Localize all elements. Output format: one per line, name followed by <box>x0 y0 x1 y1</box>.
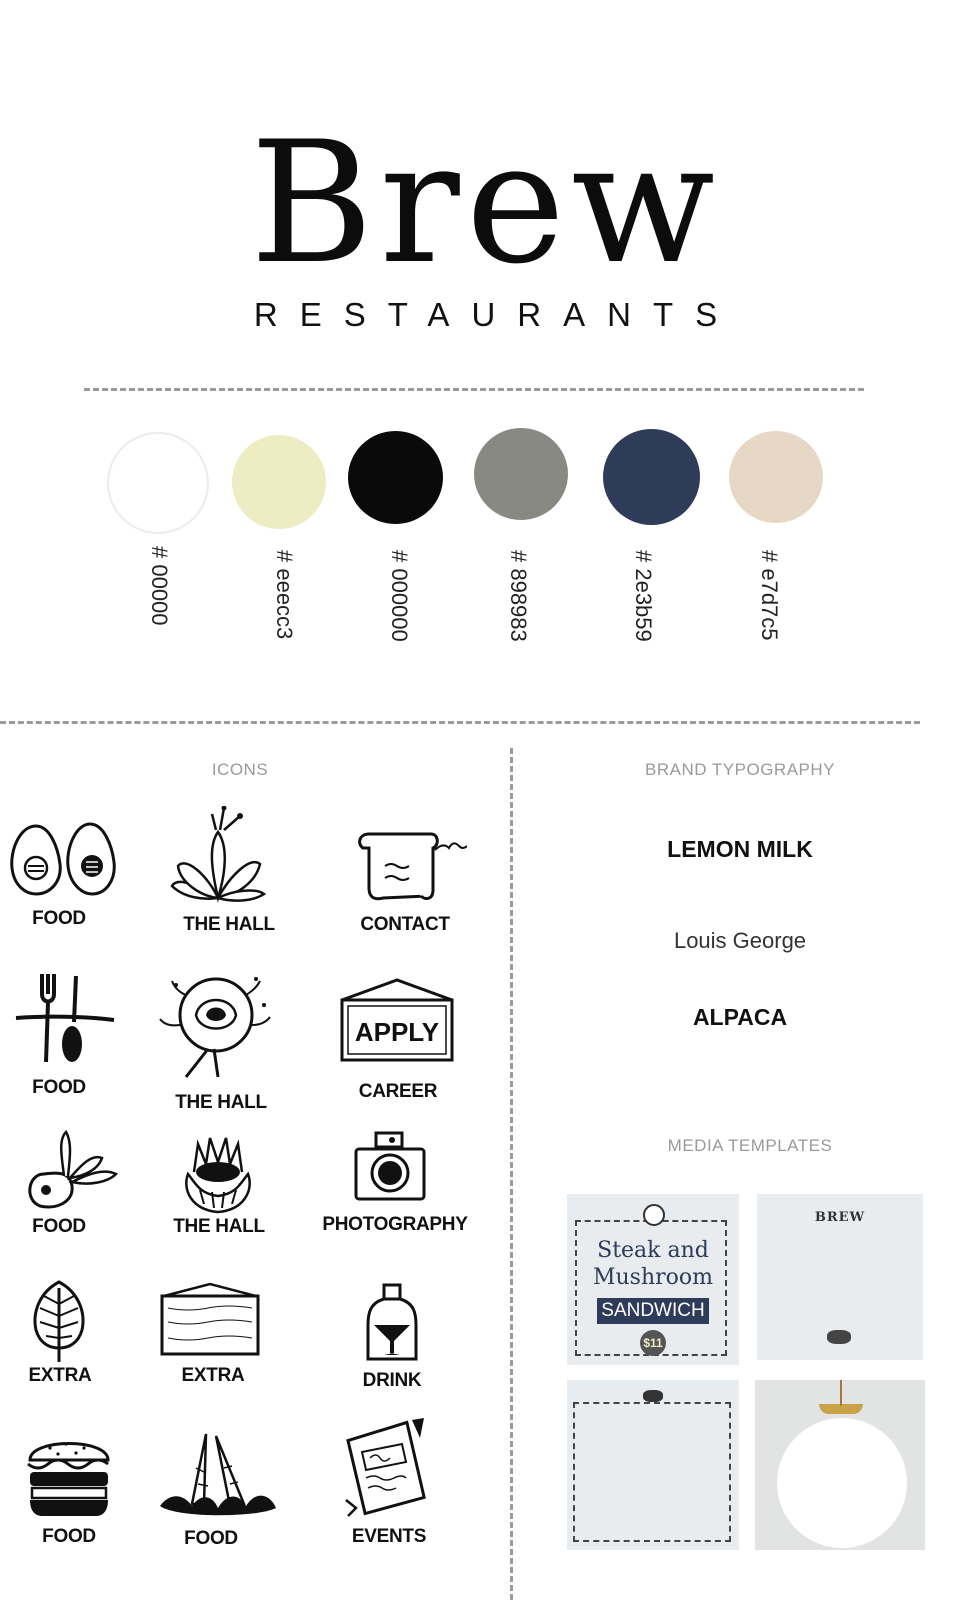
divider-vertical <box>510 748 513 1600</box>
icon-label: CONTACT <box>360 914 450 935</box>
template-circle-frame <box>777 1418 907 1548</box>
color-swatch <box>474 428 568 520</box>
magnolia-icon <box>168 806 268 906</box>
divider-top <box>84 388 864 391</box>
icon-label: THE HALL <box>175 1092 267 1113</box>
leaf-icon <box>30 1280 88 1364</box>
icon-label: EVENTS <box>351 1526 427 1547</box>
template-logo: BREW <box>814 1210 866 1225</box>
protea-icon <box>178 1134 258 1214</box>
hex-label: # 2e3b59 <box>631 550 656 642</box>
media-template-border <box>567 1380 739 1550</box>
hex-label: # eeecc3 <box>272 550 297 640</box>
parsnip-icon <box>156 1428 280 1518</box>
wood-sign-icon <box>160 1282 260 1358</box>
beet-icon <box>22 1128 118 1212</box>
burger-icon <box>26 1428 112 1520</box>
media-template-sandwich <box>567 1194 739 1365</box>
font-sample-alpaca: ALPACA <box>692 1004 788 1030</box>
icon-label: EXTRA <box>28 1365 92 1386</box>
scroll-icon <box>355 826 467 902</box>
media-template-logo <box>757 1194 923 1360</box>
icon-label: FOOD <box>32 908 86 929</box>
apply-sign-text: APPLY <box>354 1017 440 1047</box>
icons-title: ICONS <box>211 760 269 779</box>
color-swatch <box>603 429 700 525</box>
ticket-icon <box>342 1416 430 1518</box>
template-line1: Steak and <box>597 1238 709 1263</box>
icon-label: THE HALL <box>173 1216 265 1237</box>
rose-bouquet-icon <box>156 965 276 1085</box>
template-highlight: SANDWICH <box>597 1298 709 1324</box>
color-swatch <box>729 431 823 523</box>
template-price: $11 <box>640 1330 666 1356</box>
template-mast <box>840 1380 842 1406</box>
template-antler-icon <box>827 1330 851 1344</box>
template-border <box>573 1402 731 1542</box>
fork-spoon-icon <box>14 972 118 1068</box>
media-template-circle <box>755 1380 925 1550</box>
icon-label: THE HALL <box>183 914 275 935</box>
font-sample-lemon-milk: LEMON MILK <box>667 836 813 862</box>
icon-label: FOOD <box>32 1216 86 1237</box>
font-sample-louis-george: Louis George <box>673 928 807 953</box>
apply-sign-icon <box>338 976 456 1064</box>
icon-label: CAREER <box>358 1081 438 1102</box>
color-swatch <box>107 432 209 534</box>
color-swatch <box>348 431 443 524</box>
icon-label: FOOD <box>32 1077 86 1098</box>
media-title: MEDIA TEMPLATES <box>667 1136 833 1155</box>
icon-label: PHOTOGRAPHY <box>322 1214 468 1235</box>
brand-title: Brew <box>250 105 721 301</box>
icon-label: FOOD <box>184 1528 238 1549</box>
color-swatch <box>232 435 326 529</box>
hex-label: # 000000 <box>387 550 412 642</box>
template-antler-icon <box>643 1390 663 1402</box>
hex-label: # e7d7c5 <box>757 550 782 641</box>
brand-subtitle: RESTAURANTS <box>253 296 740 333</box>
icon-label: DRINK <box>362 1370 422 1391</box>
icon-label: EXTRA <box>181 1365 245 1386</box>
template-line2: Mushroom <box>592 1265 714 1290</box>
divider-middle <box>0 721 920 724</box>
template-diver-icon <box>643 1204 665 1226</box>
typography-title: BRAND TYPOGRAPHY <box>644 760 835 779</box>
hex-label: # 00000 <box>147 546 172 626</box>
bottle-icon <box>366 1283 418 1363</box>
hex-label: # 898983 <box>506 550 531 642</box>
avocado-icon <box>6 822 118 896</box>
camera-icon <box>354 1131 426 1203</box>
icon-label: FOOD <box>42 1526 96 1547</box>
